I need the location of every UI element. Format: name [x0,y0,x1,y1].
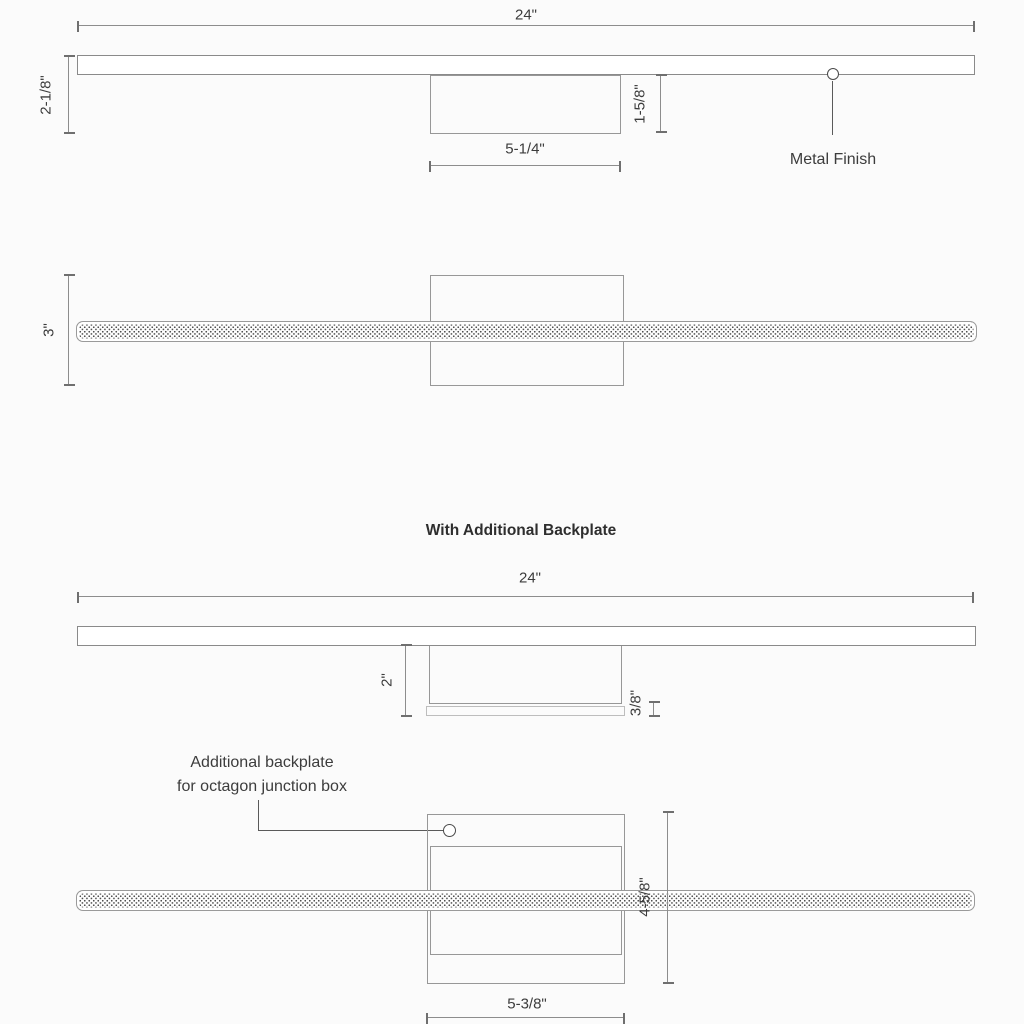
fixture-bar-front-bp [76,890,975,911]
dim-label-front-height: 3" [40,323,58,337]
dim-label-backplate-width-bottom: 5-3/8" [507,995,547,1013]
dim-line-front-height [68,275,69,385]
section-title: With Additional Backplate [425,522,617,539]
dim-line-backplate-width-bottom [427,1017,624,1018]
backplate-side-rect [430,75,621,134]
dim-line-backplate-depth [660,75,661,132]
fixture-bar-side-bp [77,626,976,646]
dim-line-width-top [78,25,974,26]
dim-line-backplate-height [667,812,668,983]
dim-label-width-bottom: 24" [518,569,542,587]
dim-line-backplate-width [430,165,620,166]
backplate-callout-leader-horizontal [258,830,444,831]
backplate-callout-label [177,751,347,799]
finish-callout-label: Metal Finish [789,151,877,168]
finish-callout-leader [832,81,833,135]
fixture-bar-front [76,321,977,342]
dim-line-overall-depth [68,56,69,133]
dim-label-backplate-height: 4-5/8" [636,877,654,917]
backplate-callout-line2: for octagon junction box [177,778,347,795]
backplate-callout-leader-vertical [258,800,259,831]
dim-label-overall-depth: 2-1/8" [37,75,55,115]
dim-label-backplate-width: 5-1/4" [505,140,545,158]
dim-label-width-top: 24" [514,6,538,24]
dim-line-canopy-depth [405,645,406,716]
dim-line-backplate-thickness [653,702,654,716]
dim-line-width-bottom [78,596,973,597]
canopy-rect [429,645,622,704]
dim-label-backplate-thickness: 3/8" [627,689,645,717]
backplate-callout-line1: Additional backplate [190,754,334,771]
dim-label-backplate-depth: 1-5/8" [631,84,649,124]
additional-backplate-strip [426,706,625,716]
dim-label-canopy-depth: 2" [378,673,396,687]
finish-callout-marker [827,68,839,80]
fixture-bar-side [77,55,975,75]
